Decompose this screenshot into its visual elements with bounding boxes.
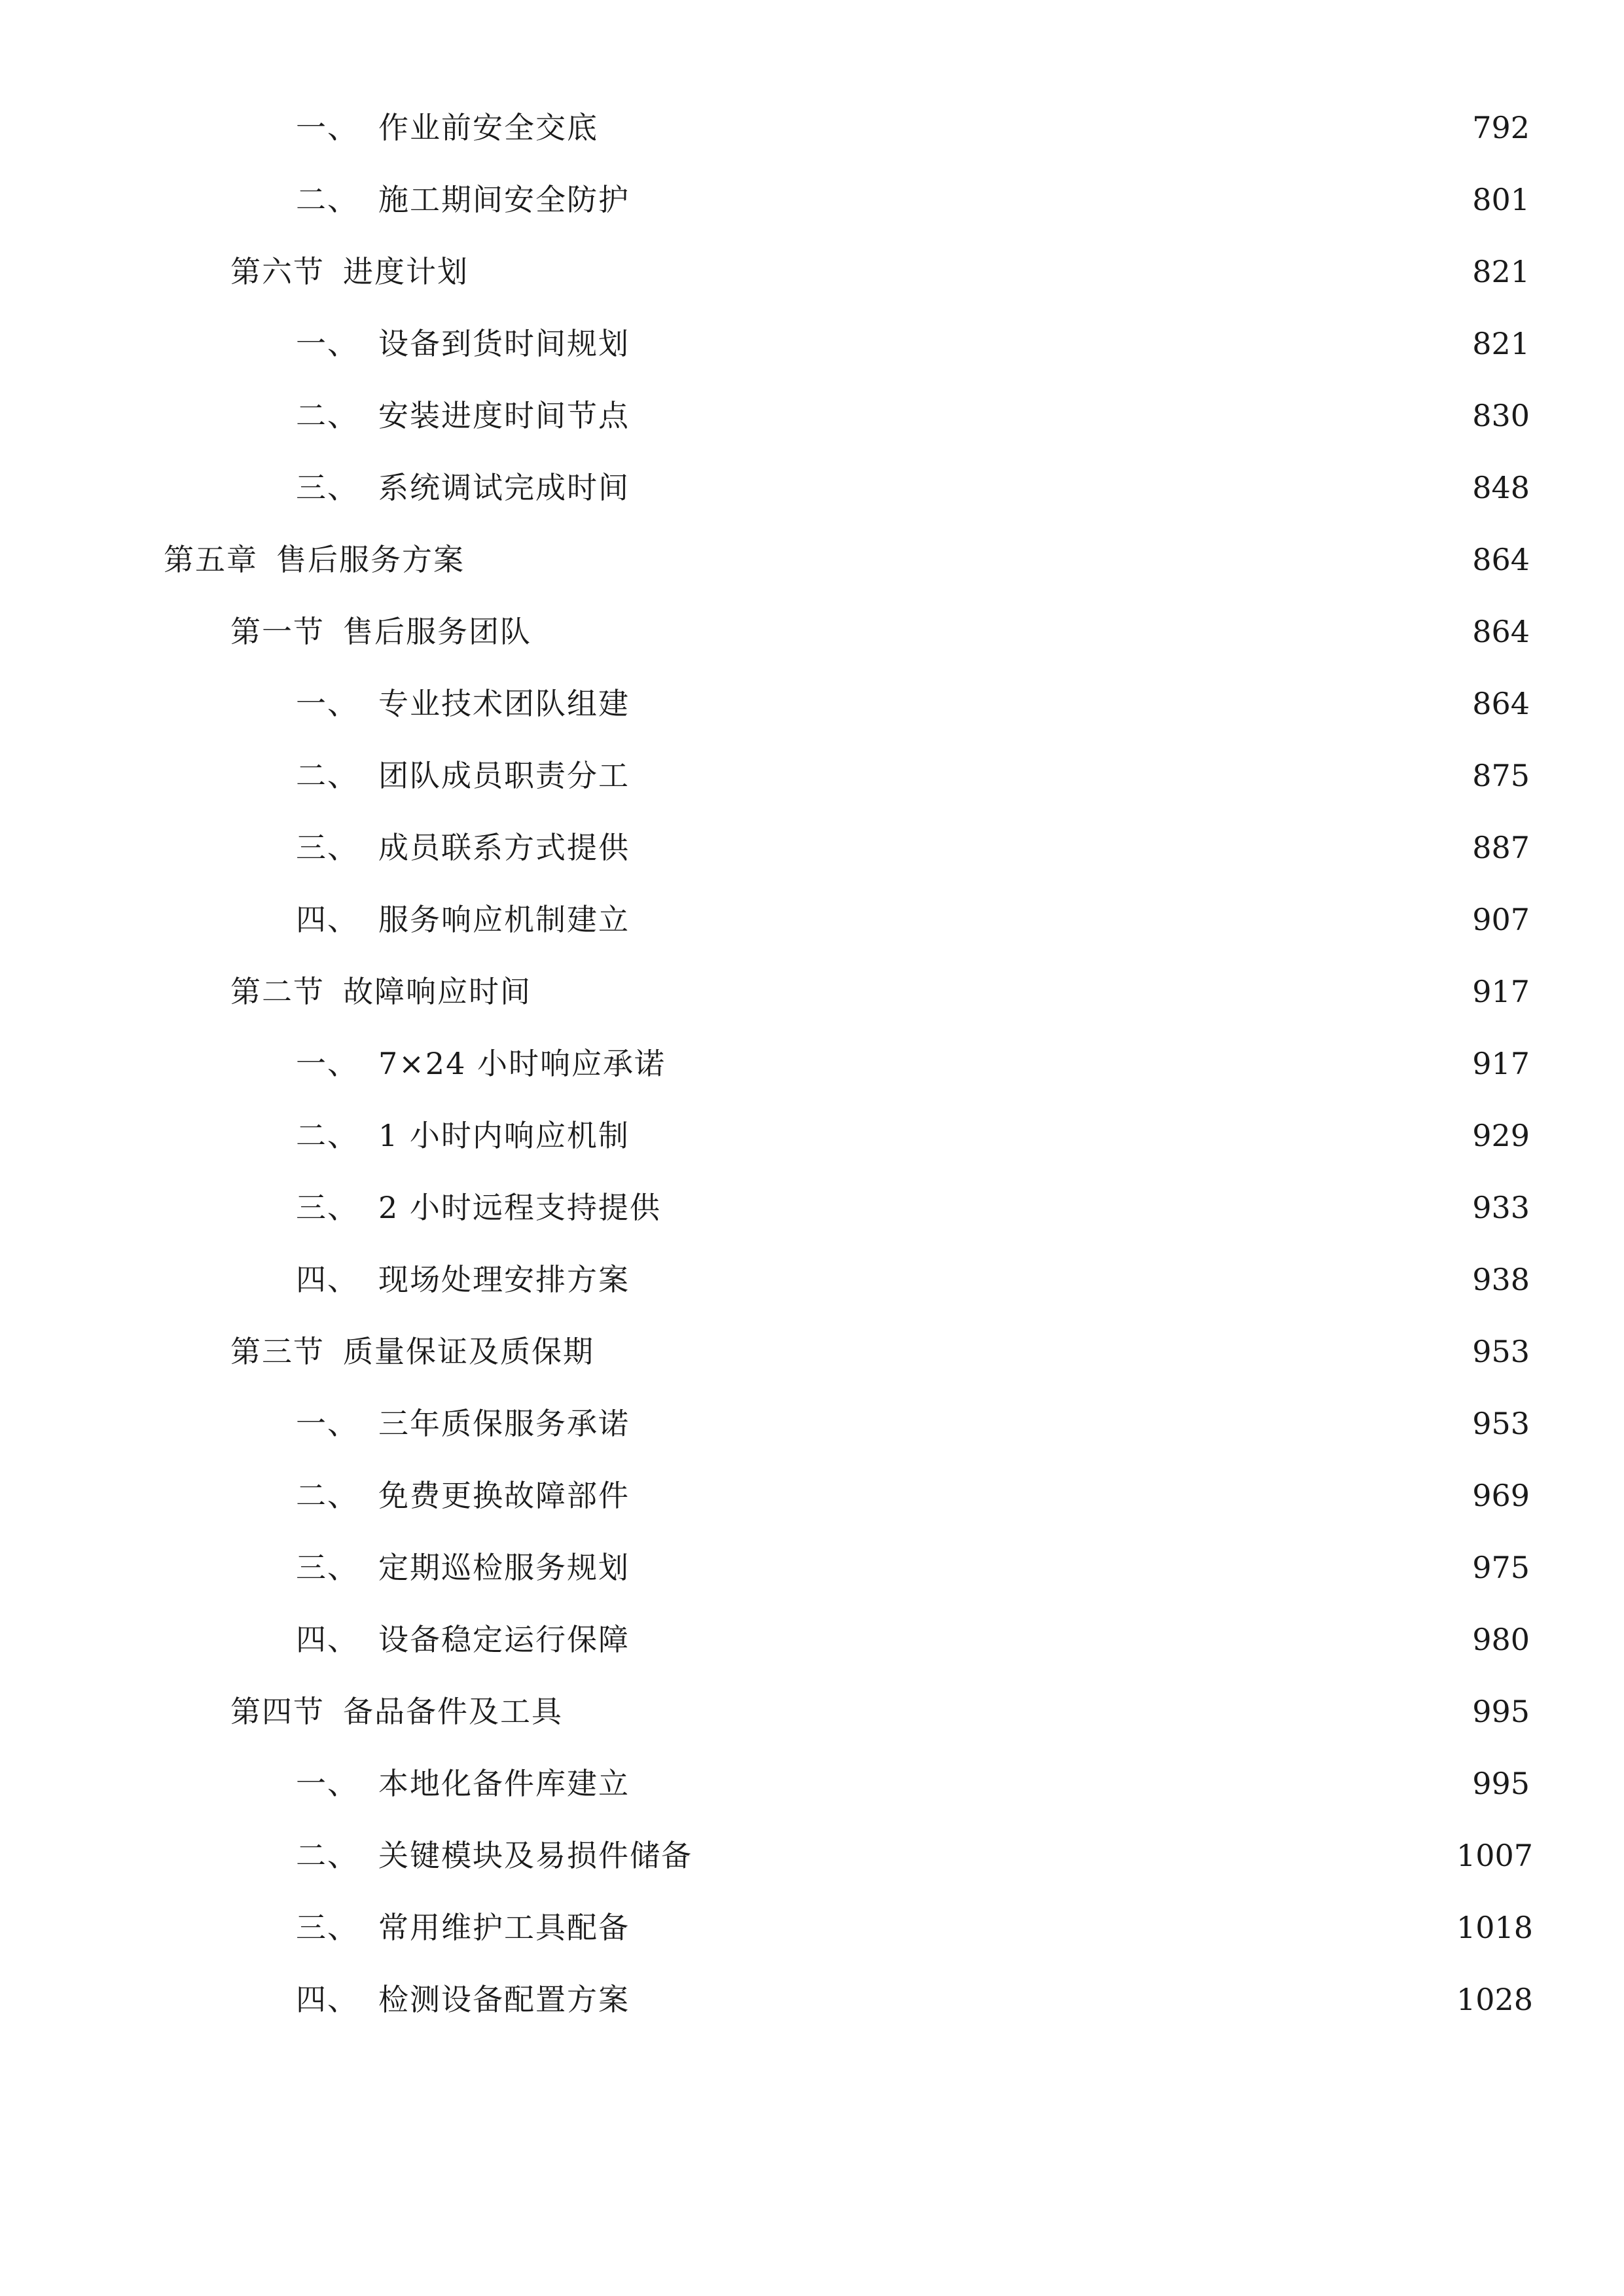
toc-entry[interactable]: [0, 308, 1624, 380]
toc-entry[interactable]: [0, 1748, 1624, 1820]
toc-entry-title: 7×24 小时响应承诺: [378, 1046, 666, 1081]
toc-entry-page: 887: [1472, 830, 1530, 865]
toc-entry[interactable]: [0, 380, 1624, 452]
toc-entry-title: 1 小时内响应机制: [378, 1118, 630, 1153]
dot-leader: [639, 740, 1442, 812]
toc-entry-page: 933: [1472, 1190, 1530, 1225]
dot-leader: [639, 380, 1442, 452]
dot-leader: [639, 308, 1442, 380]
dot-leader: [639, 812, 1442, 884]
dot-leader: [541, 596, 1442, 668]
toc-entry-page: 1018: [1456, 1910, 1534, 1945]
dot-leader: [639, 1748, 1442, 1820]
toc-entry[interactable]: [0, 452, 1624, 524]
toc-entry-page: 830: [1472, 398, 1530, 433]
dot-leader: [639, 1100, 1442, 1172]
toc-entry-marker: 一、: [296, 1766, 359, 1801]
toc-entry-title: 检测设备配置方案: [378, 1982, 630, 2017]
toc-chapter-title: 售后服务方案: [276, 542, 465, 577]
toc-entry-marker: 四、: [296, 1982, 359, 2017]
toc-section-title: 质量保证及质保期: [343, 1334, 594, 1369]
toc-entry-marker: 一、: [296, 1046, 359, 1081]
toc-section[interactable]: [0, 236, 1624, 308]
dot-leader: [607, 92, 1442, 164]
toc-entry-page: 821: [1472, 326, 1530, 361]
toc-entry[interactable]: [0, 1244, 1624, 1316]
toc-entry-marker: 二、: [296, 758, 359, 793]
toc-entry-marker: 二、: [296, 1118, 359, 1153]
toc-entry-title: 关键模块及易损件储备: [378, 1838, 693, 1873]
toc-section-page: 995: [1472, 1694, 1530, 1729]
toc-entry-title: 专业技术团队组建: [378, 686, 630, 721]
dot-leader: [639, 1604, 1442, 1676]
toc-entry-title: 现场处理安排方案: [378, 1262, 630, 1297]
toc-entry-page: 864: [1472, 686, 1530, 721]
toc-section-title: 售后服务团队: [343, 614, 532, 649]
toc-chapter-page: 864: [1472, 542, 1530, 577]
toc-entry-title: 团队成员职责分工: [378, 758, 630, 793]
toc-entry-page: 917: [1472, 1046, 1530, 1081]
toc-entry-title: 设备到货时间规划: [378, 326, 630, 361]
toc-section-title: 故障响应时间: [343, 974, 532, 1009]
toc-entry-page: 995: [1472, 1766, 1530, 1801]
toc-entry-title: 三年质保服务承诺: [378, 1406, 630, 1441]
toc-entry-page: 938: [1472, 1262, 1530, 1297]
dot-leader: [604, 1316, 1442, 1388]
toc-entry[interactable]: [0, 1172, 1624, 1244]
toc-entry[interactable]: [0, 1100, 1624, 1172]
toc-entry-page: 929: [1472, 1118, 1530, 1153]
toc-section-number: 第六节: [230, 254, 325, 289]
toc-section-page: 821: [1472, 254, 1530, 289]
toc-entry-page: 980: [1472, 1622, 1530, 1657]
toc-entry[interactable]: [0, 812, 1624, 884]
toc-entry-title: 服务响应机制建立: [378, 902, 630, 937]
dot-leader: [639, 1964, 1442, 2036]
toc-entry-page: 953: [1472, 1406, 1530, 1441]
toc-section-page: 953: [1472, 1334, 1530, 1369]
toc-entry[interactable]: [0, 1820, 1624, 1892]
toc-entry-page: 907: [1472, 902, 1530, 937]
toc-entry-title: 2 小时远程支持提供: [378, 1190, 661, 1225]
toc-entry-title: 常用维护工具配备: [378, 1910, 630, 1945]
toc-entry-page: 969: [1472, 1478, 1530, 1513]
dot-leader: [639, 452, 1442, 524]
toc-section-page: 864: [1472, 614, 1530, 649]
table-of-contents: [0, 92, 1624, 2036]
toc-entry-marker: 二、: [296, 398, 359, 433]
toc-entry[interactable]: [0, 1604, 1624, 1676]
toc-entry-marker: 三、: [296, 1910, 359, 1945]
toc-entry[interactable]: [0, 1388, 1624, 1460]
toc-entry-title: 本地化备件库建立: [378, 1766, 630, 1801]
toc-entry-marker: 二、: [296, 1838, 359, 1873]
toc-entry[interactable]: [0, 884, 1624, 956]
toc-entry-marker: 四、: [296, 902, 359, 937]
toc-section-number: 第四节: [230, 1694, 325, 1729]
toc-entry-marker: 一、: [296, 1406, 359, 1441]
toc-entry-marker: 一、: [296, 326, 359, 361]
toc-chapter-number: 第五章: [164, 542, 258, 577]
toc-entry-page: 801: [1472, 182, 1530, 217]
toc-entry[interactable]: [0, 1460, 1624, 1532]
toc-entry-title: 施工期间安全防护: [378, 182, 630, 217]
toc-entry-marker: 二、: [296, 1478, 359, 1513]
dot-leader: [639, 668, 1442, 740]
toc-section[interactable]: [0, 956, 1624, 1028]
toc-entry[interactable]: [0, 1532, 1624, 1604]
toc-entry-page: 1028: [1456, 1982, 1534, 2017]
toc-entry[interactable]: [0, 740, 1624, 812]
toc-entry-page: 875: [1472, 758, 1530, 793]
toc-entry-page: 848: [1472, 470, 1530, 505]
toc-entry-marker: 三、: [296, 1190, 359, 1225]
toc-entry[interactable]: [0, 1892, 1624, 1964]
toc-entry-marker: 三、: [296, 1550, 359, 1585]
toc-entry[interactable]: [0, 1028, 1624, 1100]
toc-entry-page: 792: [1472, 110, 1530, 145]
dot-leader: [478, 236, 1442, 308]
dot-leader: [639, 884, 1442, 956]
dot-leader: [639, 1460, 1442, 1532]
toc-entry-marker: 一、: [296, 686, 359, 721]
toc-entry[interactable]: [0, 92, 1624, 164]
toc-entry-page: 975: [1472, 1550, 1530, 1585]
toc-chapter[interactable]: [0, 524, 1624, 596]
dot-leader: [639, 164, 1442, 236]
dot-leader: [702, 1820, 1442, 1892]
toc-section-number: 第一节: [230, 614, 325, 649]
toc-entry[interactable]: [0, 164, 1624, 236]
toc-entry-title: 系统调试完成时间: [378, 470, 630, 505]
toc-entry-title: 成员联系方式提供: [378, 830, 630, 865]
toc-entry-title: 定期巡检服务规划: [378, 1550, 630, 1585]
toc-entry-marker: 四、: [296, 1262, 359, 1297]
toc-entry-title: 安装进度时间节点: [378, 398, 630, 433]
toc-entry-page: 1007: [1456, 1838, 1534, 1873]
dot-leader: [639, 1388, 1442, 1460]
toc-section-number: 第二节: [230, 974, 325, 1009]
toc-section-title: 备品备件及工具: [343, 1694, 563, 1729]
toc-section-title: 进度计划: [343, 254, 469, 289]
toc-entry[interactable]: [0, 668, 1624, 740]
toc-entry-marker: 三、: [296, 470, 359, 505]
toc-section[interactable]: [0, 1316, 1624, 1388]
toc-section-number: 第三节: [230, 1334, 325, 1369]
dot-leader: [670, 1172, 1442, 1244]
toc-entry-title: 免费更换故障部件: [378, 1478, 630, 1513]
toc-section-page: 917: [1472, 974, 1530, 1009]
toc-entry-marker: 一、: [296, 110, 359, 145]
toc-entry[interactable]: [0, 1964, 1624, 2036]
dot-leader: [639, 1532, 1442, 1604]
dot-leader: [639, 1244, 1442, 1316]
toc-section[interactable]: [0, 1676, 1624, 1748]
toc-entry-marker: 三、: [296, 830, 359, 865]
dot-leader: [639, 1892, 1442, 1964]
toc-entry-marker: 四、: [296, 1622, 359, 1657]
toc-entry-title: 设备稳定运行保障: [378, 1622, 630, 1657]
toc-entry-title: 作业前安全交底: [378, 110, 598, 145]
dot-leader: [675, 1028, 1442, 1100]
dot-leader: [474, 524, 1442, 596]
toc-entry-marker: 二、: [296, 182, 359, 217]
toc-section[interactable]: [0, 596, 1624, 668]
dot-leader: [541, 956, 1442, 1028]
dot-leader: [572, 1676, 1442, 1748]
